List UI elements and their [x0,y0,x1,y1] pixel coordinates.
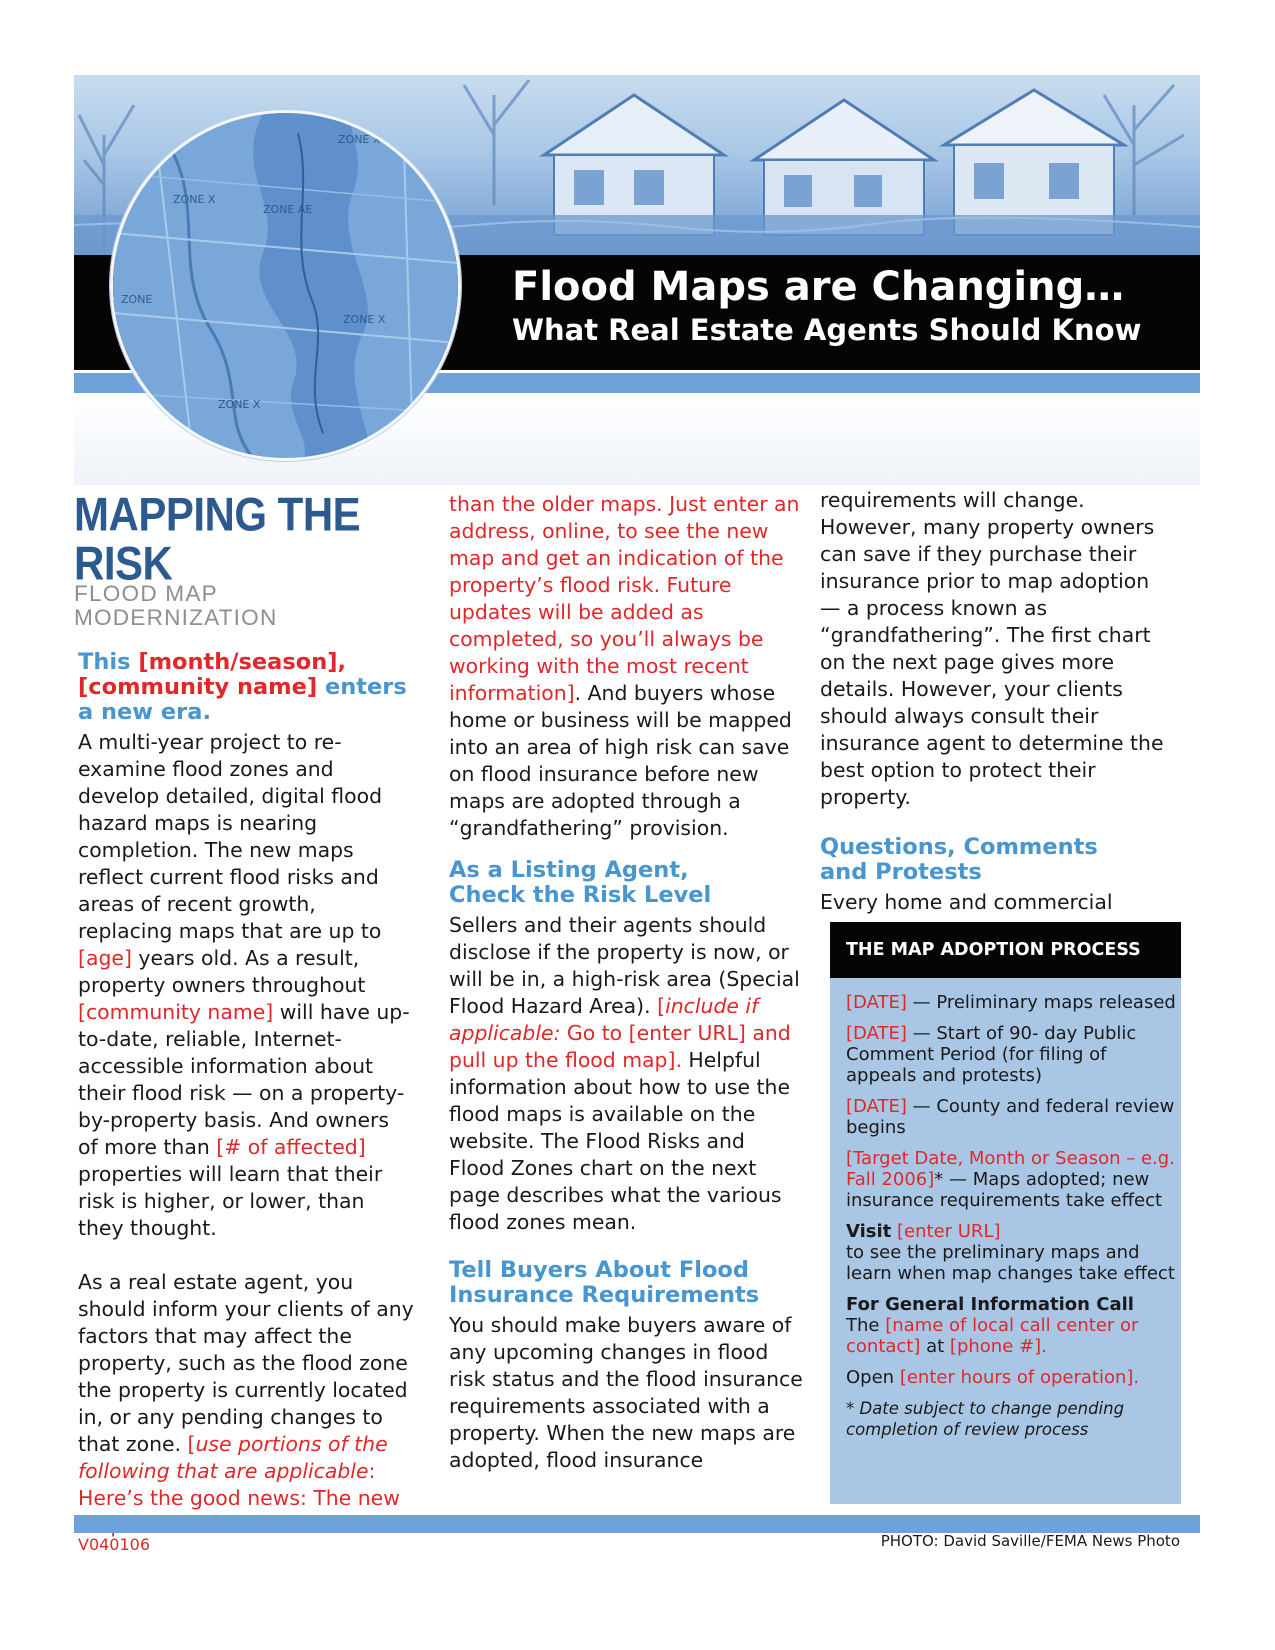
map-label: ZONE X [173,193,216,206]
map-label: ZONE [121,293,153,306]
column-1 [74,487,414,1539]
date-note: * Date subject to change pending completion of review process [846,1399,1125,1439]
map-label: ZONE AE [263,203,313,216]
call-info: For General Information Call The [name of local call center or contact] at [phone #]. [846,1294,1139,1357]
questions-heading: Questions, Comments and Protests [820,834,1098,885]
column-2-paragraph-1: than the older maps. Just enter an address, online, to see the new map and get an indication of the property’s flood risk. Future updates will be added as completed, so you’ll always be working with the most recent information]. And buyers whose home or business will be mapped into an area of high risk can save on flood insurance before new maps are adopted through a “grandfathering” provision. [449,492,800,840]
listing-agent-heading: As a Listing Agent, Check the Risk Level [449,857,712,908]
logo-main: MAPPING THE RISK [74,487,361,590]
intro-heading: This [month/season], [community name] enters a new era. [78,649,407,725]
column-3-paragraph-1: requirements will change. However, many property owners can save if they purchase their insurance prior to map adoption — a process known as “grandfathering”. The first chart on the next page gives more details. However, your clients should always consult their insurance agent to determine the best option to protect their property. [820,488,1164,809]
box-body [846,992,1176,1450]
process-step: [Target Date, Month or Season – e.g. Fall 2006]* — Maps adopted; new insurance requirements take effect [846,1148,1175,1211]
flood-map-circle [110,110,461,461]
footer-stripe [74,1515,1200,1533]
process-step: [DATE] — Start of 90- day Public Comment Period (for filing of appeals and protests) [846,1023,1137,1086]
column-2 [449,491,805,1474]
column-3-paragraph-2: Every home and commercial [820,890,1113,914]
map-label: ZONE X [343,313,386,326]
map-label: ZONE X [338,133,381,146]
page-subtitle: What Real Estate Agents Should Know [512,313,1142,347]
flood-map-graphic [113,113,458,458]
visit-info: Visit [enter URL] to see the preliminary maps and learn when map changes take effect [846,1221,1175,1284]
buyers-paragraph: You should make buyers aware of any upcoming changes in flood risk status and the flood insurance requirements associated with a property. When the new maps are adopted, flood insurance [449,1313,803,1472]
hours-info: Open [enter hours of operation]. [846,1367,1140,1388]
photo-credit: PHOTO: David Saville/FEMA News Photo [880,1532,1180,1550]
agent-paragraph: As a real estate agent, you should inform your clients of any factors that may affect the property, such as the flood zone the property is currently located in, or any pending changes to that zone. [use portions of the following that are applicable: Here’s the good news: The new [78,1270,414,1510]
page-title: Flood Maps are Changing… [512,264,1125,310]
logo [74,487,414,630]
version-code: V040106 [78,1535,151,1554]
buyers-heading: Tell Buyers About Flood Insurance Requirements [449,1257,760,1308]
map-adoption-process-box [830,922,1181,1504]
listing-agent-paragraph: Sellers and their agents should disclose if the property is now, or will be in, a high-risk area (Special Flood Hazard Area). [include if applicable: Go to [enter URL] and pull up the flood map]. Helpful information about how to use the flood maps is available on the website. The Flood Risks and Flood Zones chart on the next page describes what the various flood zones mean. [449,913,800,1234]
process-step: [DATE] — Preliminary maps released [846,992,1176,1013]
column-3 [820,487,1170,916]
intro-paragraph: A multi-year project to re-examine flood zones and develop detailed, digital flood hazard maps is nearing completion. The new maps reflect current flood risks and areas of recent growth, replacing maps that are up to [age] years old. As a result, property owners throughout [community name] will have up-to-date, reliable, Internet-accessible information about their flood risk — on a property-by-property basis. And owners of more than [# of affected] properties will learn that their risk is higher, or lower, than they thought. [78,730,410,1240]
logo-sub: FLOOD MAP MODERNIZATION [74,581,278,630]
map-label: ZONE X [218,398,261,411]
box-title: THE MAP ADOPTION PROCESS [830,922,1181,978]
process-step: [DATE] — County and federal review begins [846,1096,1175,1138]
